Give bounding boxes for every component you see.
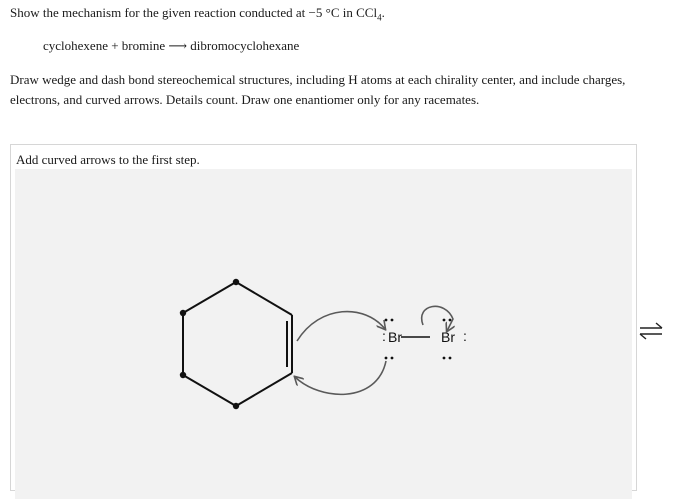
- drawing-canvas[interactable]: [15, 169, 632, 499]
- question-prompt-text: Show the mechanism for the given reaction conducted at −5 °C in CCl: [10, 5, 378, 20]
- curved-arrow-pi-to-br[interactable]: [297, 312, 385, 341]
- question-subscript: 4: [377, 12, 382, 23]
- ring-atom[interactable]: [180, 372, 186, 378]
- ring-bond[interactable]: [236, 373, 292, 406]
- instructions: Draw wedge and dash bond stereochemical structures, including H atoms at each chirality center, and include charges, electrons, and curved arrows. Details count. Draw one enantiomer only for any racemates.: [10, 72, 626, 107]
- ring-bond[interactable]: [183, 375, 236, 406]
- ring-atom[interactable]: [180, 310, 186, 316]
- mechanism-drawing: [15, 169, 632, 499]
- br-lone-pair-left: :: [382, 328, 386, 344]
- ring-bond[interactable]: [236, 282, 292, 315]
- curved-arrows: [295, 306, 453, 394]
- ring-bond[interactable]: [183, 282, 236, 313]
- ring-atom[interactable]: [233, 403, 239, 409]
- bromine-atom-2[interactable]: Br: [441, 329, 455, 345]
- cyclohexene-ring[interactable]: [183, 282, 292, 406]
- question-prompt-suffix: .: [381, 5, 385, 20]
- curved-arrow-br-br-bond[interactable]: [422, 306, 453, 331]
- equilibrium-arrows-icon[interactable]: [638, 322, 664, 344]
- panel-label: Add curved arrows to the first step.: [16, 152, 200, 167]
- br-lone-pair-right: :: [463, 328, 467, 344]
- ring-atom[interactable]: [233, 279, 239, 285]
- reaction-equation: cyclohexene + bromine ⟶ dibromocyclohexane: [43, 38, 300, 53]
- drawing-panel: [10, 144, 637, 491]
- curved-arrow-br-lone-pair-to-ring[interactable]: [295, 361, 386, 394]
- question-prompt: [10, 5, 385, 23]
- bromine-atom-1[interactable]: Br: [388, 329, 402, 345]
